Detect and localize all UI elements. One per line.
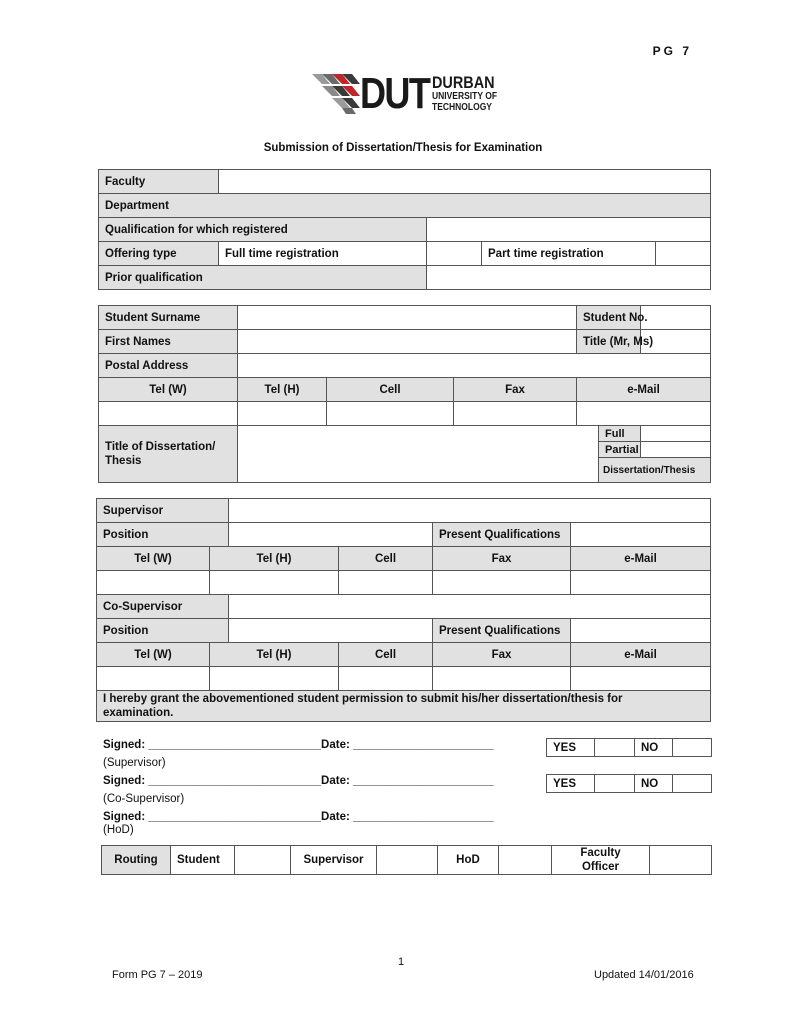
dissertation-title-label [99,426,238,483]
fax-field[interactable] [454,402,577,426]
full-label: Full [599,426,641,442]
yes-label: YES [547,775,595,793]
hod-role: (HoD) [103,824,134,836]
postal-label: Postal Address [99,354,238,378]
supervisor-table [96,498,711,722]
sup-cell-header: Cell [339,547,433,571]
routing-faculty-officer-field[interactable] [650,846,712,875]
co-email-field[interactable] [571,667,711,691]
full-time-checkbox[interactable] [427,242,482,266]
page-label: PG 7 [652,44,692,58]
logo-line2: UNIVERSITY OF [432,91,498,102]
sup-tel-w-field[interactable] [97,571,210,595]
full-checkbox[interactable] [641,426,711,442]
yes-checkbox[interactable] [595,739,635,757]
routing-supervisor-field[interactable] [377,846,438,875]
dissertation-title-line2: Thesis [105,455,142,467]
sup-fax-header: Fax [433,547,571,571]
partial-checkbox[interactable] [641,442,711,458]
routing-supervisor-label: Supervisor [291,846,377,875]
qualification-field[interactable] [427,218,711,242]
qualification-label: Qualification for which registered [99,218,427,242]
routing-label: Routing [102,846,171,875]
email-field[interactable] [577,402,711,426]
co-supervisor-sign-line[interactable]: Signed: ___________________________Date: ______________________ [103,775,494,787]
routing-faculty-officer-label [552,846,650,875]
student-table [98,305,711,483]
logo-arrows-icon [312,72,364,116]
routing-hod-label: HoD [438,846,499,875]
postal-field[interactable] [238,354,711,378]
tel-h-field[interactable] [238,402,327,426]
tel-h-header: Tel (H) [238,378,327,402]
full-time-label: Full time registration [219,242,427,266]
no-label: NO [635,775,673,793]
logo-line3: TECHNOLOGY [432,102,492,113]
routing-hod-field[interactable] [499,846,552,875]
position-field[interactable] [229,523,433,547]
sup-tel-h-header: Tel (H) [210,547,339,571]
routing-student-label: Student [171,846,235,875]
dut-logo [312,69,512,118]
supervisor-label: Supervisor [97,499,229,523]
no-label: NO [635,739,673,757]
co-email-header: e-Mail [571,643,711,667]
sup-tel-h-field[interactable] [210,571,339,595]
dissertation-title-line1: Title of Dissertation/ [105,441,216,453]
prior-qualification-label: Prior qualification [99,266,427,290]
co-tel-w-header: Tel (W) [97,643,210,667]
position-label: Position [97,523,229,547]
form-code: Form PG 7 – 2019 [112,969,203,981]
offering-type-label: Offering type [99,242,219,266]
co-tel-w-field[interactable] [97,667,210,691]
routing-student-field[interactable] [235,846,291,875]
updated-date: Updated 14/01/2016 [594,969,694,981]
co-position-field[interactable] [229,619,433,643]
first-names-field[interactable] [238,330,577,354]
co-present-qual-label: Present Qualifications [433,619,571,643]
co-tel-h-field[interactable] [210,667,339,691]
no-checkbox[interactable] [673,775,712,793]
dissertation-title-field[interactable] [238,426,599,483]
page-number: 1 [398,956,405,968]
co-present-qual-field[interactable] [571,619,711,643]
surname-label: Student Surname [99,306,238,330]
dissertation-thesis-label: Dissertation/Thesis [599,458,711,483]
faculty-label: Faculty [99,170,219,194]
supervisor-role: (Supervisor) [103,757,166,769]
logo-line1: DURBAN [432,73,495,92]
faculty-field[interactable] [219,170,711,194]
email-header: e-Mail [577,378,711,402]
part-time-checkbox[interactable] [656,242,711,266]
faculty-table [98,169,711,290]
co-supervisor-role: (Co-Supervisor) [103,793,185,805]
cell-field[interactable] [327,402,454,426]
hod-sign-line[interactable]: Signed: ___________________________Date: ______________________ [103,811,494,823]
sup-cell-field[interactable] [339,571,433,595]
faculty-officer-line2: Officer [581,861,620,873]
present-qual-field[interactable] [571,523,711,547]
yes-label: YES [547,739,595,757]
supervisor-sign-line[interactable]: Signed: ___________________________Date: ______________________ [103,739,494,751]
student-no-label: Student No. [577,306,641,330]
present-qual-label: Present Qualifications [433,523,571,547]
sup-tel-w-header: Tel (W) [97,547,210,571]
department-label: Department [99,194,711,218]
supervisor-yes-no [546,738,712,757]
tel-w-field[interactable] [99,402,238,426]
form-title: Submission of Dissertation/Thesis for Examination [263,142,543,154]
co-cell-field[interactable] [339,667,433,691]
co-position-label: Position [97,619,229,643]
permission-line1: I hereby grant the abovementioned student permission to submit his/her dissertation/thesis for [103,693,623,705]
routing-table [101,845,712,875]
logo-abbr: DUT [360,69,430,118]
permission-statement [97,691,711,722]
co-supervisor-label: Co-Supervisor [97,595,229,619]
logo-name [432,74,509,113]
co-supervisor-yes-no [546,774,712,793]
tel-w-header: Tel (W) [99,378,238,402]
co-cell-header: Cell [339,643,433,667]
sup-email-header: e-Mail [571,547,711,571]
part-time-label: Part time registration [482,242,656,266]
yes-checkbox[interactable] [595,775,635,793]
permission-line2: examination. [103,707,174,719]
student-no-field[interactable] [641,306,711,330]
sup-fax-field[interactable] [433,571,571,595]
surname-field[interactable] [238,306,577,330]
co-supervisor-field[interactable] [229,595,711,619]
fax-header: Fax [454,378,577,402]
co-tel-h-header: Tel (H) [210,643,339,667]
sup-email-field[interactable] [571,571,711,595]
co-fax-header: Fax [433,643,571,667]
cell-header: Cell [327,378,454,402]
co-fax-field[interactable] [433,667,571,691]
prior-qualification-field[interactable] [427,266,711,290]
faculty-officer-line1: Faculty [580,847,621,859]
title-label: Title (Mr, Ms) [577,330,641,354]
first-names-label: First Names [99,330,238,354]
partial-label: Partial [599,442,641,458]
no-checkbox[interactable] [673,739,712,757]
supervisor-field[interactable] [229,499,711,523]
